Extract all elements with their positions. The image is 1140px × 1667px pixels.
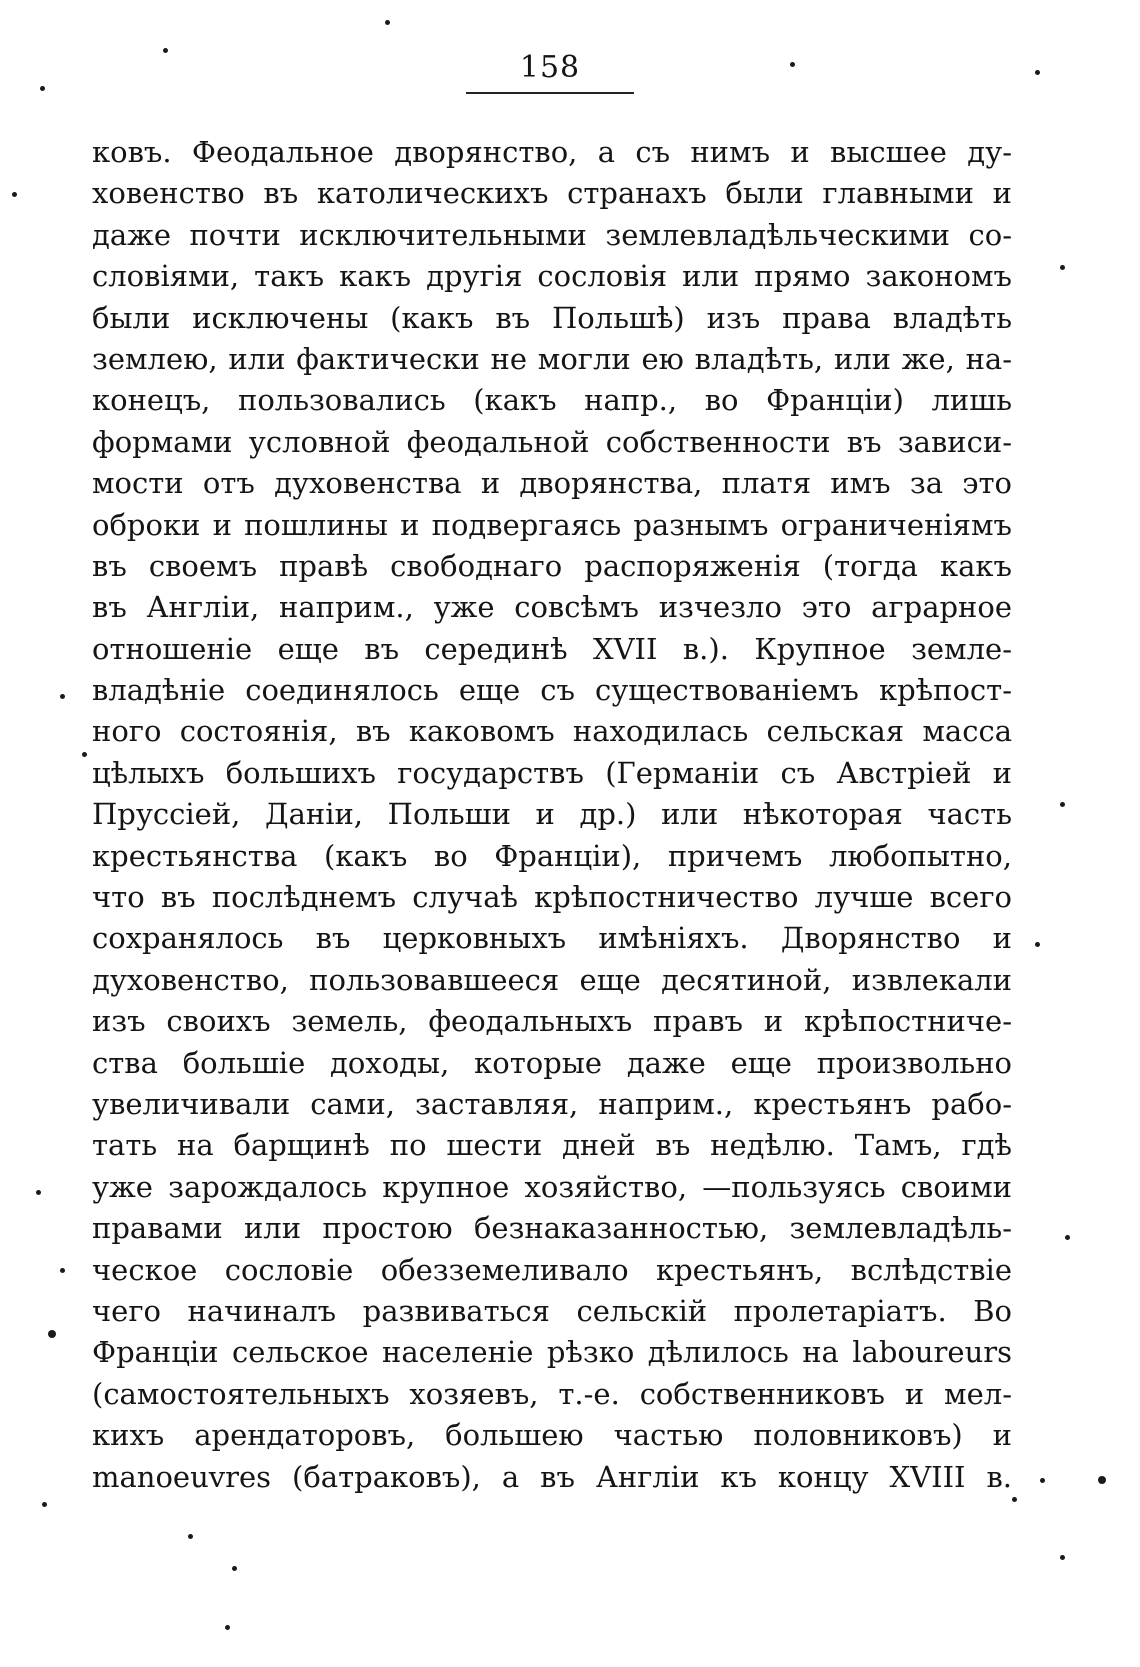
scan-speck: [163, 48, 168, 53]
scan-speck: [82, 752, 87, 757]
text-line: ховенство въ католическихъ странахъ были главными и: [92, 176, 1012, 211]
scan-speck: [790, 62, 795, 67]
text-line: manoeuvres (батраковъ), а въ Англіи къ концу XVIII в.: [92, 1459, 1012, 1494]
text-line: словіями, такъ какъ другія сословія или прямо закономъ: [92, 259, 1012, 294]
header-rule: [466, 92, 634, 94]
scan-speck: [1012, 1497, 1017, 1502]
scan-speck: [36, 1190, 41, 1195]
scan-speck: [40, 86, 45, 91]
scan-speck: [1065, 1235, 1070, 1240]
scan-speck: [225, 1625, 230, 1630]
scan-speck: [12, 192, 17, 197]
text-line: землею, или фактически не могли ею владѣть, или же, на-: [92, 341, 1012, 376]
text-line: увеличивали сами, заставляя, наприм., крестьянъ рабо-: [92, 1086, 1012, 1121]
text-line: что въ послѣднемъ случаѣ крѣпостничество лучше всего: [92, 880, 1012, 915]
body-text: [92, 132, 1012, 1498]
text-line: ковъ. Феодальное дворянство, а съ нимъ и высшее ду-: [92, 135, 1012, 169]
scan-speck: [60, 1268, 65, 1273]
text-line: духовенство, пользовавшееся еще десятиной, извлекали: [92, 962, 1012, 997]
text-line: Пруссіей, Даніи, Польши и др.) или нѣкоторая часть: [92, 797, 1012, 832]
text-line: изъ своихъ земель, феодальныхъ правъ и крѣпостниче-: [92, 1004, 1012, 1039]
text-line: чего начиналъ развиваться сельскій пролетаріатъ. Во: [92, 1293, 1012, 1328]
text-line: мости отъ духовенства и дворянства, платя имъ за это: [92, 466, 1012, 501]
page-number: 158: [519, 50, 581, 85]
scan-speck: [188, 1534, 193, 1539]
text-line: (самостоятельныхъ хозяевъ, т.-е. собственниковъ и мел-: [92, 1376, 1012, 1411]
scan-speck: [1035, 70, 1040, 75]
scan-speck: [1040, 1478, 1045, 1483]
text-line: уже зарождалось крупное хозяйство, —пользуясь своими: [92, 1169, 1012, 1204]
text-line: въ Англіи, наприм., уже совсѣмъ изчезло это аграрное: [92, 590, 1012, 625]
text-line: отношеніе еще въ серединѣ XVII в.). Крупное земле-: [92, 631, 1012, 666]
scan-speck: [1060, 265, 1065, 270]
scan-speck: [1060, 1555, 1065, 1560]
scan-speck: [48, 1330, 56, 1338]
text-line: кихъ арендаторовъ, большею частью половниковъ) и: [92, 1418, 1012, 1453]
scan-speck: [60, 694, 65, 699]
scan-speck: [385, 20, 390, 25]
scan-speck: [1060, 802, 1065, 807]
text-line: ного состоянія, въ каковомъ находилась сельская масса: [92, 714, 1012, 749]
text-line: сохранялось въ церковныхъ имѣніяхъ. Дворянство и: [92, 921, 1012, 956]
text-line: были исключены (какъ въ Польшѣ) изъ права владѣть: [92, 300, 1012, 335]
text-line: въ своемъ правѣ свободнаго распоряженія (тогда какъ: [92, 548, 1012, 583]
text-line: формами условной феодальной собственности въ зависи-: [92, 424, 1012, 459]
scan-speck: [232, 1566, 237, 1571]
text-line: даже почти исключительными землевладѣльческими со-: [92, 217, 1012, 252]
text-line: ческое сословіе обезземеливало крестьянъ, вслѣдствіе: [92, 1252, 1012, 1287]
text-line: владѣніе соединялось еще съ существованіемъ крѣпост-: [92, 673, 1012, 708]
text-line: ства большіе доходы, которые даже еще произвольно: [92, 1045, 1012, 1080]
text-line: тать на барщинѣ по шести дней въ недѣлю. Тамъ, гдѣ: [92, 1128, 1012, 1163]
scan-speck: [1098, 1476, 1106, 1484]
text-line: оброки и пошлины и подвергаясь разнымъ ограниченіямъ: [92, 507, 1012, 542]
text-line: крестьянства (какъ во Франціи), причемъ любопытно,: [92, 838, 1012, 873]
page-header: [465, 50, 635, 94]
text-line: Франціи сельское населеніе рѣзко дѣлилось на laboureurs: [92, 1335, 1012, 1370]
scan-speck: [1035, 942, 1040, 947]
text-line: правами или простою безнаказанностью, землевладѣль-: [92, 1211, 1012, 1246]
scan-speck: [42, 1502, 47, 1507]
text-line: цѣлыхъ большихъ государствъ (Германіи съ Австріей и: [92, 755, 1012, 790]
text-line: конецъ, пользовались (какъ напр., во Франціи) лишь: [92, 383, 1012, 418]
